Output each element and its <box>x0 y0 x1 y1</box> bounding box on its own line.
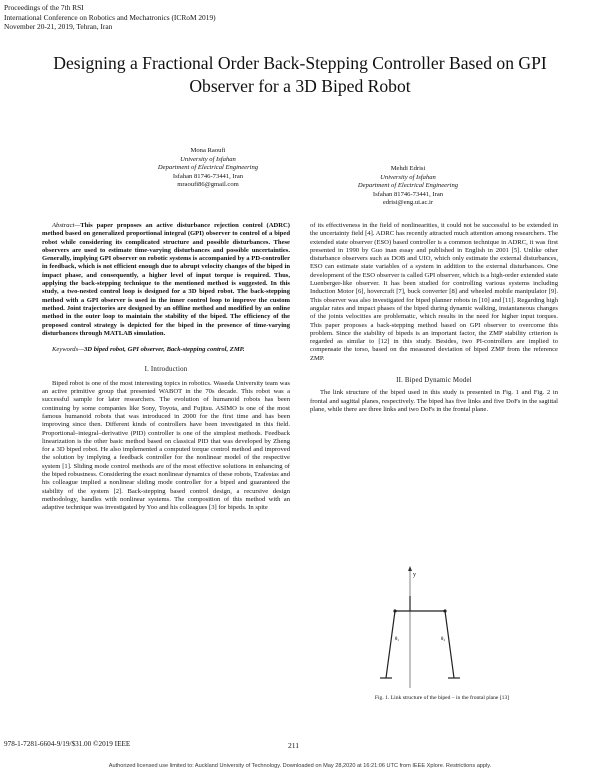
right-leg-link <box>445 611 454 678</box>
author-department: Department of Electrical Engineering <box>157 164 259 172</box>
author-name: Mehdi Edrisi <box>390 165 426 172</box>
author-affiliation: University of Isfahan <box>380 173 436 181</box>
author-department: Department of Electrical Engineering <box>357 182 459 190</box>
section-heading-biped-dynamic-model: II. Biped Dynamic Model <box>396 377 472 385</box>
abstract-label: Abstract— <box>52 222 81 229</box>
author-address: Isfahan 81746-73441, Iran <box>172 172 244 180</box>
intro-continued-paragraph: of its effectiveness in the field of nonlinearities, it could not be successful to be extended in the uncertainty field [4]. ADRC has recently attracted much attention among researchers. The extended state observer (ESO) based controller is a common technique in ADRC, it was first presented in 1990 by Guo inan essay and published in English in 2001 [5]. Unlike other disturbance observers such as DOB and UIO, which only estimate the external disturbances, ESO can estimate state variables of a system in addition to the external disturbances. One development of the ESO observer is called GPI observer, which is a high-order extended state Luenberger-like observer. It has been studied for controlling various systems including Induction Motor [6], hovercraft [7], buck converter [8] and wheeled mobile manipulator [9]. This observer was also investigated for biped planner robots in [10] and [11]. Regarding high angular rates and impact phases of the biped during dynamic walking, instantaneous changes of the joints velocities are problematic, which results in the need for higher input torques. This paper proposes a back-stepping method based on GPI observer to overcome this problem. Since the stability of bipeds is an important factor, the ZMP stability criterion is regarded as similar to [12] in this study. Besides, two PI-controllers are implied to compensate the torso, based on the measured deviation of biped ZMP from the reference ZMP. <box>310 222 558 362</box>
figure-caption: Fig. 1. Link structure of the biped – in the frontal plane [13] <box>374 695 510 701</box>
author-name: Mona Raoufi <box>190 147 226 154</box>
isbn-copyright: 978-1-7281-6604-9/19/$31.00 ©2019 IEEE <box>4 740 131 748</box>
keywords-label: Keywords— <box>52 346 84 354</box>
intro-paragraph: Biped robot is one of the most interesting topics in robotics. Waseda University team was an active primitive group that presented WABOT in the 70s decade. This robot was a successful sample for later researchers. The evolution of humanoid robots has been continuing by some companies like Sony, Toyota, and Fujitsu. ASIMO is one of the most famous humanoid robots that was introduced in 2000 for the first time and has been improving since then. Different kinds of controllers have been investigated in this field. Proportional–integral–derivative (PID) controller is one of the simplest methods. Feedback linearization is the other basic method based on classical PID that was developed by Zheng for a 3D biped robot. He also implemented a computed torque control method and improved the solution by implying a feedback controller for the nonlinear model of the respective system [1]. Sliding mode control methods are of the most effective solutions in enhancing of the biped robustness. Considering the exact nonlinear dynamics of these robots, Tzafestas and his colleague implied a nonlinear sliding mode controller for a biped and guaranteed the stability of the system [2]. Back-stepping based control design, a recursive design methodology, handles with nonlinear systems. The composition of this method with an adaptive technique was investigated by Yoo and his colleagues [3] for bipeds. In spite <box>42 379 290 512</box>
conference-header <box>4 3 216 32</box>
left-column <box>42 222 290 513</box>
dynamic-model-paragraph: The link structure of the biped used in this study is presented in Fig. 1 and Fig. 2 in frontal and sagittal planes, respectively. The biped has five links and five DoFs in the sagittal plane, while there are three links and two DoFs in the frontal plane. <box>310 389 558 413</box>
angle-label-theta1: θ₁ <box>395 637 400 642</box>
figure-link-structure <box>380 566 490 692</box>
axis-label-y: y <box>413 572 416 578</box>
left-hip-joint <box>393 609 396 612</box>
angle-label-theta2: θ₂ <box>441 637 446 642</box>
header-line-1: Proceedings of the 7th RSI <box>4 3 84 12</box>
abstract-text: This paper proposes an active disturbance rejection control (ADRC) method based on generalized proportional integral (GPI) observer to control of a biped robot while considering its complicated structure and possible disturbances. These observers are used to estimate time-varying disturbances and possible uncertainties. Generally, implying GPI observer on robotic systems is accompanied by a PD-controller in feedback, which is not efficient enough due to abrupt velocity changes of the biped in impact phase, and consequently, a higher level of input torque is required. Thus, applying the back-stepping technique to the mentioned method is suggested. In this study, a two-nested control loop is designed for a 3D biped robot. The back-stepping method with a GPI observer is used in the inner control loop to improve the custom method. Joint trajectories are designed by an offline method and modified by an online method in the outer loop to maintain the stability of the biped. The efficiency of the proposed control strategy is depicted for the biped in the presence of time-varying disturbances through MATLAB simulation. <box>42 222 290 337</box>
abstract-paragraph <box>42 222 290 338</box>
author-affiliation: University of Isfahan <box>180 155 236 163</box>
author-block-1 <box>128 147 288 190</box>
page-number: 211 <box>288 741 300 750</box>
license-notice: Authorized licensed use limited to: Auckland University of Technology. Downloaded on May 28,2020 at 16:21:06 UTC from IEEE Xplore. Restrictions apply. <box>108 763 492 769</box>
keywords-paragraph <box>42 346 290 354</box>
keywords-text: 3D biped robot, GPI observer, Back-stepping control, ZMP. <box>84 346 245 354</box>
paper-title: Designing a Fractional Order Back-Stepping Controller Based on GPI Observer for a 3D Biped Robot <box>53 53 547 96</box>
section-heading-introduction: I. Introduction <box>144 366 188 374</box>
right-column <box>310 222 558 414</box>
header-line-3: November 20-21, 2019, Tehran, Iran <box>4 22 113 31</box>
left-leg-link <box>386 611 395 678</box>
author-email: edrisi@eng.ui.ac.ir <box>382 199 434 207</box>
author-block-2 <box>328 165 488 208</box>
axis-arrowhead <box>408 566 412 571</box>
right-hip-joint <box>443 609 446 612</box>
author-address: Isfahan 81746-73441, Iran <box>372 190 444 198</box>
author-email: mraoufi86@gmail.com <box>177 181 239 189</box>
header-line-2: International Conference on Robotics and Mechatronics (ICRoM 2019) <box>4 12 216 22</box>
